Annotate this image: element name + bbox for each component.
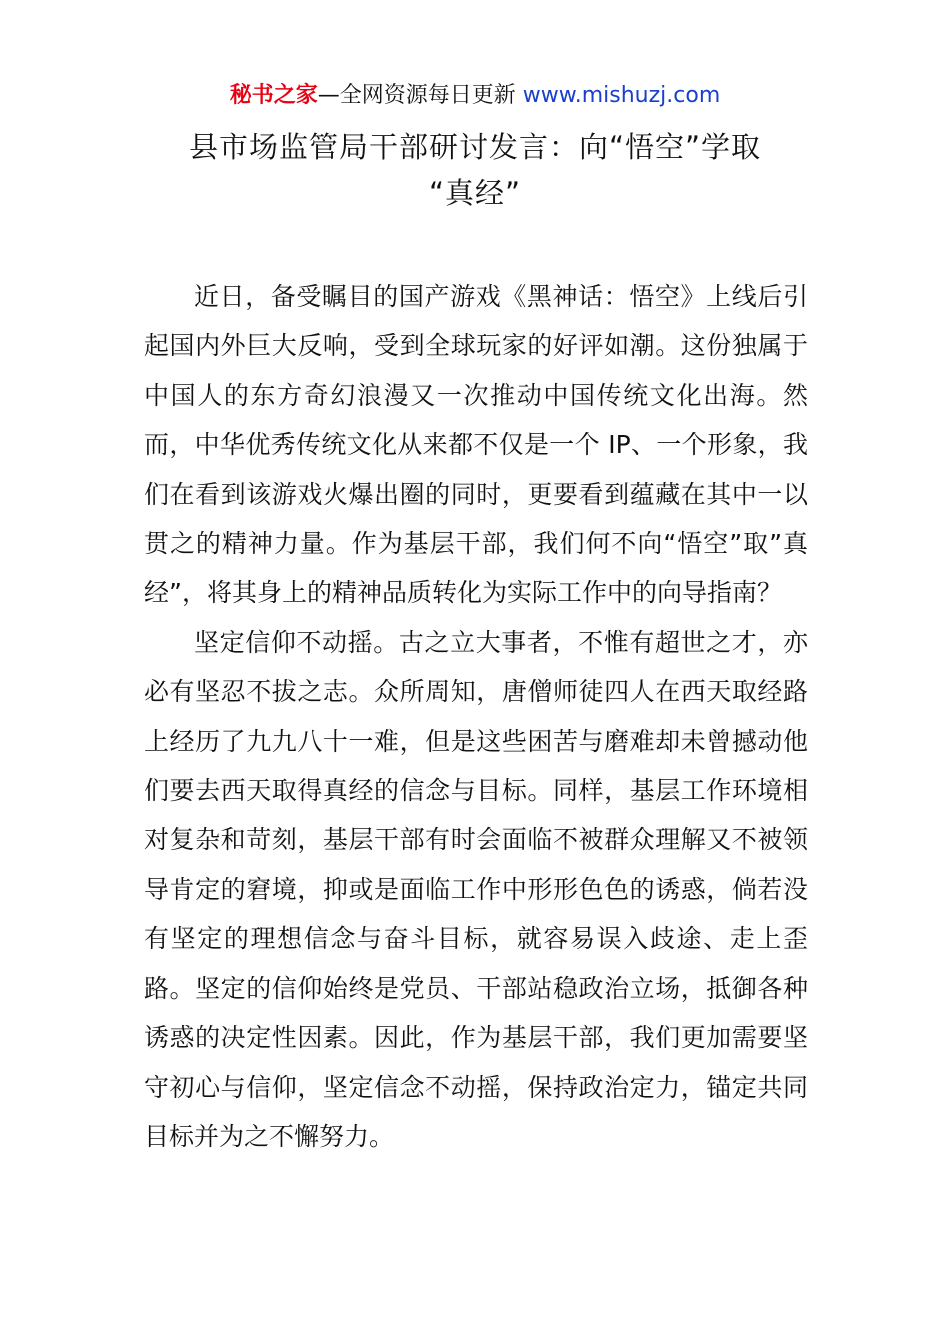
- document-body: [144, 272, 808, 1161]
- brand-name: 秘书之家: [229, 83, 318, 108]
- header-slogan: —全网资源每日更新: [317, 83, 516, 108]
- paragraph-firm-belief: 坚定信仰不动摇。古之立大事者，不惟有超世之才，亦必有坚忍不拔之志。众所周知，唐僧师徒四人在西天取经路上经历了九九八十一难，但是这些困苦与磨难却未曾撼动他们要去西天取得真经的信念与目标。同样，基层工作环境相对复杂和苛刻，基层干部有时会面临不被群众理解又不被领导肯定的窘境，抑或是面临工作中形形色色的诱惑，倘若没有坚定的理想信念与奋斗目标，就容易误入歧途、走上歪路。坚定的信仰始终是党员、干部站稳政治立场，抵御各种诱惑的决定性因素。因此，作为基层干部，我们更加需要坚守初心与信仰，坚定信念不动摇，保持政治定力，锚定共同目标并为之不懈努力。: [144, 627, 808, 1151]
- title-line-1: 县市场监管局干部研讨发言：向“悟空”学取: [188, 130, 762, 164]
- site-url-link[interactable]: www.mishuzj.com: [522, 83, 721, 108]
- site-header: [0, 80, 950, 112]
- title-line-2: “真经”: [428, 176, 522, 210]
- document-title: [100, 124, 850, 216]
- paragraph-intro: 近日，备受瞩目的国产游戏《黑神话：悟空》上线后引起国内外巨大反响，受到全球玩家的好评如潮。这份独属于中国人的东方奇幻浪漫又一次推动中国传统文化出海。然而，中华优秀传统文化从来都不仅是一个 IP、一个形象，我们在看到该游戏火爆出圈的同时，更要看到蕴藏在其中一以贯之的精神力量。作为基层干部，我们何不向“悟空”取”真经”，将其身上的精神品质转化为实际工作中的向导指南？: [144, 282, 808, 608]
